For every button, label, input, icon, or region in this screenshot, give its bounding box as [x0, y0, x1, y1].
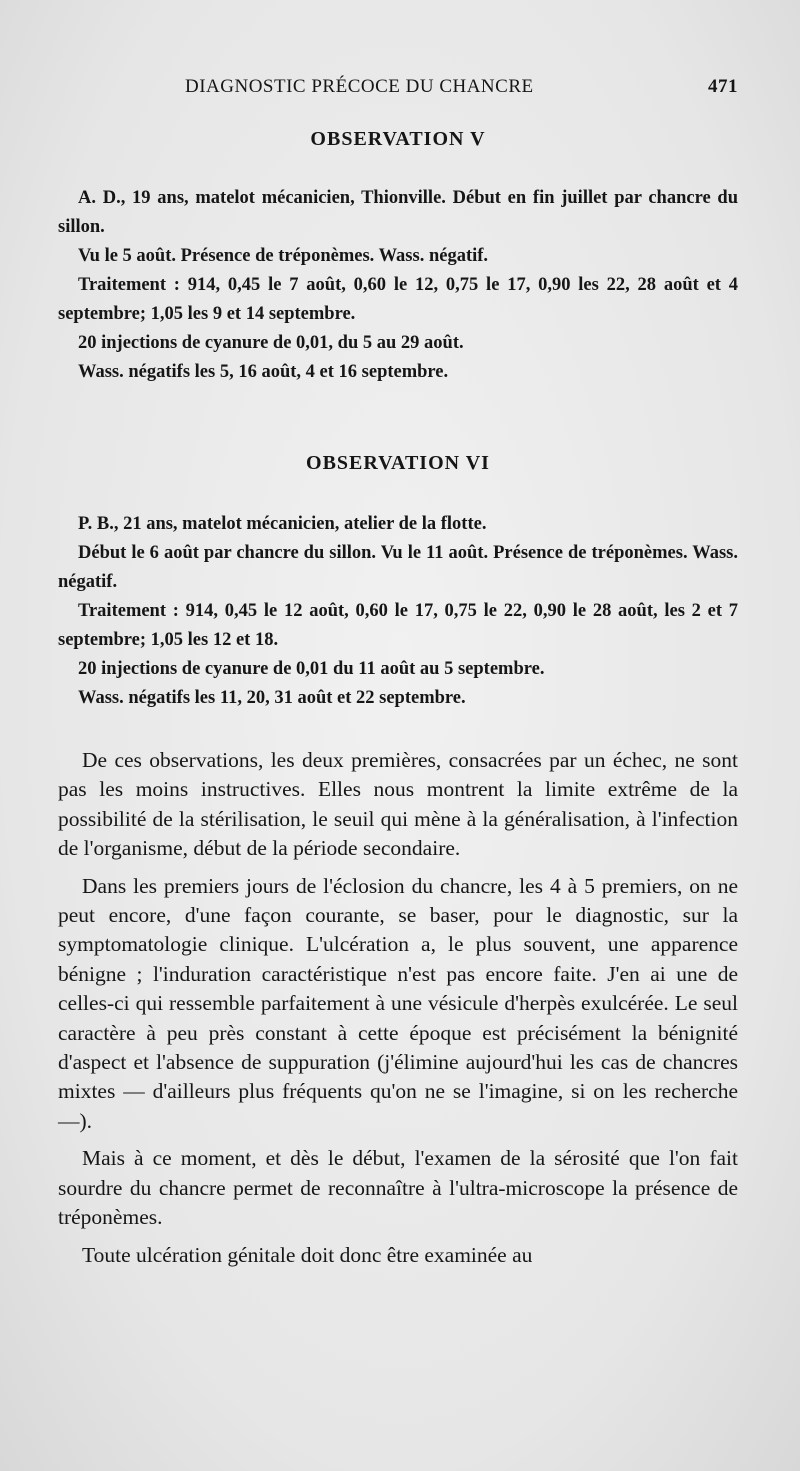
text-column: [58, 0, 738, 1471]
obs6-paragraph-1: P. B., 21 ans, matelot mécanicien, atelier de la flotte.: [78, 514, 487, 534]
obs6-paragraph-3: Traitement : 914, 0,45 le 12 août, 0,60 le 17, 0,75 le 22, 0,90 le 28 août, les 2 et 7 septembre; 1,05 les 12 et 18.: [58, 601, 738, 650]
obs5-paragraph-5: Wass. négatifs les 5, 16 août, 4 et 16 septembre.: [78, 362, 449, 382]
obs6-paragraph-2: Début le 6 août par chancre du sillon. Vu le 11 août. Présence de tréponèmes. Wass. négatif.: [58, 543, 738, 592]
observation-6: [58, 510, 738, 713]
body-paragraph-4: Toute ulcération génitale doit donc être examinée au: [82, 1242, 533, 1267]
body-paragraph-2: Dans les premiers jours de l'éclosion du chancre, les 4 à 5 premiers, on ne peut encore, d'une façon courante, se baser, pour le diagnostic, sur la symptomatologie clinique. L'ulcération a, le plus souvent, une apparence bénigne ; l'induration caractéristique n'est pas encore faite. J'en ai une de celles-ci qui ressemble parfaitement à une vésicule d'herpès exulcérée. Le seul caractère à peu près constant à cette époque est précisément la bénignité d'aspect et l'absence de suppuration (j'élimine aujourd'hui les cas de chancres mixtes — d'ailleurs plus fréquents qu'on ne se l'imagine, si on les recherche —).: [58, 873, 738, 1133]
obs6-paragraph-5: Wass. négatifs les 11, 20, 31 août et 22 septembre.: [78, 688, 466, 708]
page-number: 471: [708, 76, 738, 97]
obs5-paragraph-3: Traitement : 914, 0,45 le 7 août, 0,60 le 12, 0,75 le 17, 0,90 les 22, 28 août et 4 septembre; 1,05 les 9 et 14 septembre.: [58, 275, 738, 324]
obs5-paragraph-2: Vu le 5 août. Présence de tréponèmes. Wass. négatif.: [78, 246, 489, 266]
body-paragraph-1: De ces observations, les deux premières, consacrées par un échec, ne sont pas les moins instructives. Elles nous montrent la limite extrême de la possibilité de la stérilisation, le seuil qui mène à la généralisation, à l'infection de l'organisme, début de la période secondaire.: [58, 748, 738, 861]
observation-5: [58, 184, 738, 387]
obs6-paragraph-4: 20 injections de cyanure de 0,01 du 11 août au 5 septembre.: [78, 659, 545, 679]
body-paragraph-3: Mais à ce moment, et dès le début, l'examen de la sérosité que l'on fait sourdre du chancre permet de reconnaître à l'ultra-microscope la présence de tréponèmes.: [58, 1146, 738, 1230]
observation-5-title: OBSERVATION V: [310, 128, 486, 150]
main-text: [58, 746, 738, 1270]
obs5-paragraph-1: A. D., 19 ans, matelot mécanicien, Thionville. Début en fin juillet par chancre du sillon.: [58, 188, 738, 237]
obs5-paragraph-4: 20 injections de cyanure de 0,01, du 5 au 29 août.: [78, 333, 464, 353]
observation-6-title: OBSERVATION VI: [306, 452, 490, 474]
running-title: DIAGNOSTIC PRÉCOCE DU CHANCRE: [185, 76, 534, 97]
